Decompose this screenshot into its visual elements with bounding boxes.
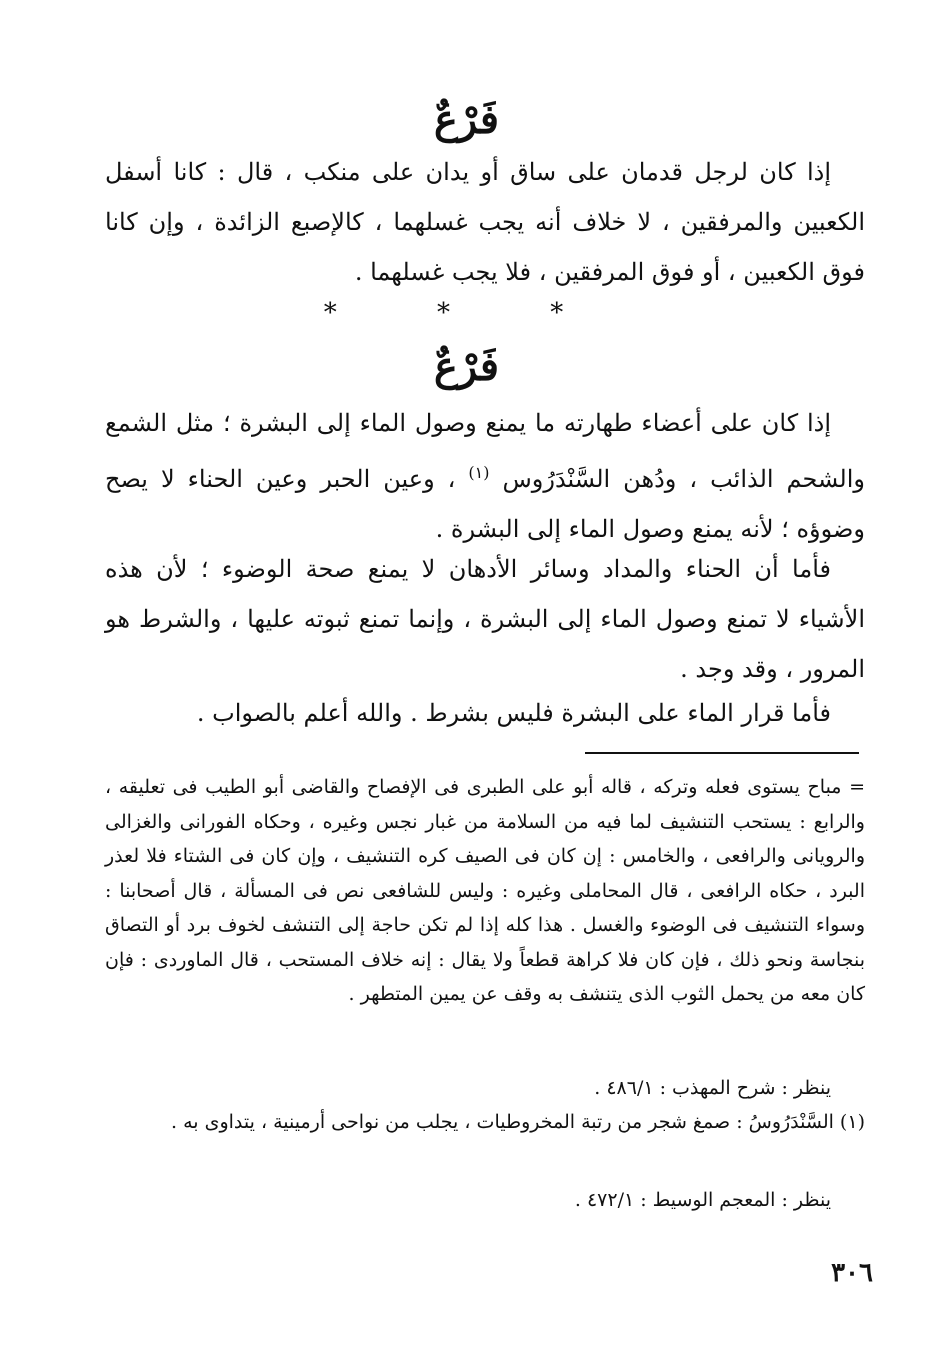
paragraph-1: إذا كان لرجل قدمان على ساق أو يدان على منكب ، قال : كانا أسفل الكعبين والمرفقين ، لا خلاف أنه يجب غسلهما ، كالإصبع الزائدة ، وإن كانا فوق الكعبين ، أو فوق المرفقين ، فلا يجب غسلهما . [105, 158, 865, 286]
paragraph-3: فأما أن الحناء والمداد وسائر الأدهان لا يمنع صحة الوضوء ؛ لأن هذه الأشياء لا تمنع وصول الماء إلى البشرة ، وإنما تمنع ثبوته عليها ، والشرط هو المرور ، وقد وجد . [105, 555, 866, 683]
section-heading-2: فَرْعٌ [433, 343, 500, 390]
paragraph-2-tail: ، وعين الحبر وعين الحناء لا يصح وضوؤه ؛ لأنه يمنع وصول الماء إلى البشرة . [105, 465, 865, 543]
page-number: ٣٠٦ [831, 1258, 873, 1288]
footnote-divider [585, 752, 859, 754]
footnote-continuation: = مباح يستوى فعله وتركه ، قاله أبو على الطبرى فى الإفصاح والقاضى أبو الطيب فى تعليقه ، والرابع : يستحب التنشيف لما فيه من السلامة من غبار نجس وغيره ، وحكاه الفورانى والغزالى والرويانى والرافعى ، والخامس : إن كان فى الصيف كره التنشيف ، وإن كان فى الشتاء فلا لعذر البرد ، حكاه الرافعى ، قال المحاملى وغيره : وليس للشافعى نص فى المسألة ، قال أصحابنا : وسواء التنشيف فى الوضوء والغسل . هذا كله إذا لم تكن حاجة إلى التنشف لخوف برد أو التصاق بنجاسة ونحو ذلك ، فإن كان فلا كراهة قطعاً ولا يقال : إنه خلاف المستحب ، قال الماوردى : فإن كان معه من يحمل الثوب الذى يتنشف به وقف عن يمين المتطهر . [105, 776, 865, 1005]
footnote-reference-1: ينظر : شرح المهذب : ٤٨٦/١ . [594, 1077, 831, 1099]
section-heading-1: فَرْعٌ [433, 96, 500, 143]
footnote-marker: (١) [468, 463, 490, 482]
section-separator: * * * [323, 298, 610, 328]
paragraph-2-text: إذا كان على أعضاء طهارته ما يمنع وصول الماء إلى البشرة ؛ مثل الشمع والشحم الذائب ، ودُهن السَّنْدَرُوس [105, 409, 865, 493]
footnote-reference-2: ينظر : المعجم الوسيط : ٤٧٢/١ . [574, 1189, 831, 1211]
paragraph-4: فأما قرار الماء على البشرة فليس بشرط . والله أعلم بالصواب . [196, 699, 831, 727]
footnote-1: (١) السَّنْدَرُوسُ : صمغ شجر من رتبة المخروطيات ، يجلب من نواحى أرمينية ، يتداوى به . [170, 1111, 865, 1133]
paragraph-2 [105, 398, 865, 554]
